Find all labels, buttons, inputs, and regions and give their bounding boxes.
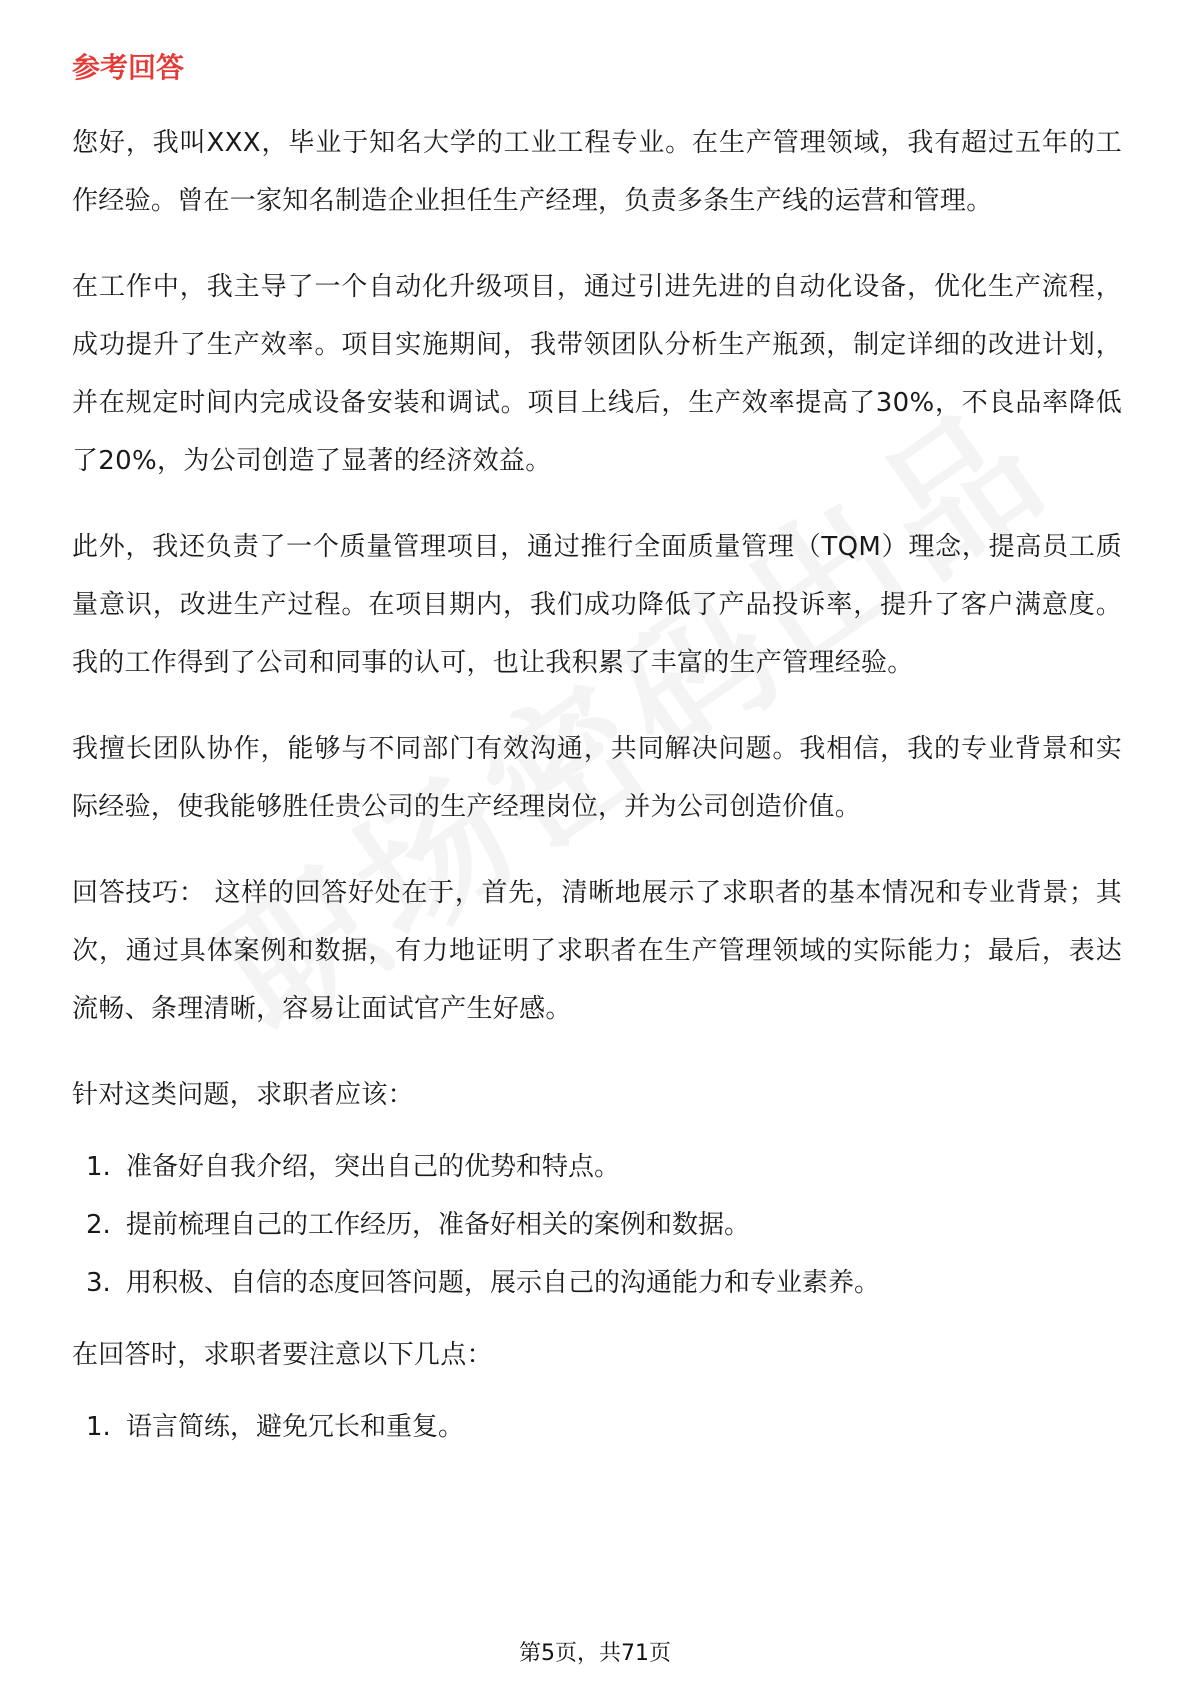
list-number: 1. — [86, 1152, 111, 1182]
list-item — [72, 1254, 1122, 1312]
paragraph: 在工作中，我主导了一个自动化升级项目，通过引进先进的自动化设备，优化生产流程，成功提升了生产效率。项目实施期间，我带领团队分析生产瓶颈，制定详细的改进计划，并在规定时间内完成设备安装和调试。项目上线后，生产效率提高了30%，不良品率降低了20%，为公司创造了显著的经济效益。 — [72, 272, 1122, 476]
list-item — [72, 1138, 1122, 1196]
numbered-list — [72, 1398, 1122, 1456]
list-intro: 在回答时，求职者要注意以下几点： — [72, 1340, 493, 1370]
list-number: 3. — [86, 1268, 111, 1298]
paragraph: 您好，我叫XXX，毕业于知名大学的工业工程专业。在生产管理领域，我有超过五年的工作经验。曾在一家知名制造企业担任生产经理，负责多条生产线的运营和管理。 — [72, 128, 1122, 216]
paragraph: 此外，我还负责了一个质量管理项目，通过推行全面质量管理（TQM）理念，提高员工质量意识，改进生产过程。在项目期内，我们成功降低了产品投诉率，提升了客户满意度。我的工作得到了公司和同事的认可，也让我积累了丰富的生产管理经验。 — [72, 532, 1122, 678]
list-number: 2. — [86, 1210, 111, 1240]
list-text: 用积极、自信的态度回答问题，展示自己的沟通能力和专业素养。 — [126, 1268, 881, 1298]
paragraph: 我擅长团队协作，能够与不同部门有效沟通，共同解决问题。我相信，我的专业背景和实际经验，使我能够胜任贵公司的生产经理岗位，并为公司创造价值。 — [72, 734, 1122, 822]
list-text: 语言简练，避免冗长和重复。 — [126, 1412, 465, 1442]
list-text: 提前梳理自己的工作经历，准备好相关的案例和数据。 — [126, 1210, 751, 1240]
tips-paragraph: 回答技巧： 这样的回答好处在于，首先，清晰地展示了求职者的基本情况和专业背景；其次，通过具体案例和数据，有力地证明了求职者在生产管理领域的实际能力；最后，表达流畅、条理清晰，容易让面试官产生好感。 — [72, 878, 1122, 1024]
section-heading: 参考回答 — [72, 51, 185, 84]
list-number: 1. — [86, 1412, 111, 1442]
list-text: 准备好自我介绍，突出自己的优势和特点。 — [126, 1152, 621, 1182]
list-intro: 针对这类问题，求职者应该： — [72, 1080, 414, 1110]
list-item — [72, 1398, 1122, 1456]
content-area — [72, 48, 1122, 1470]
numbered-list — [72, 1138, 1122, 1312]
page-number: 第5页，共71页 — [519, 1641, 671, 1666]
list-item — [72, 1196, 1122, 1254]
